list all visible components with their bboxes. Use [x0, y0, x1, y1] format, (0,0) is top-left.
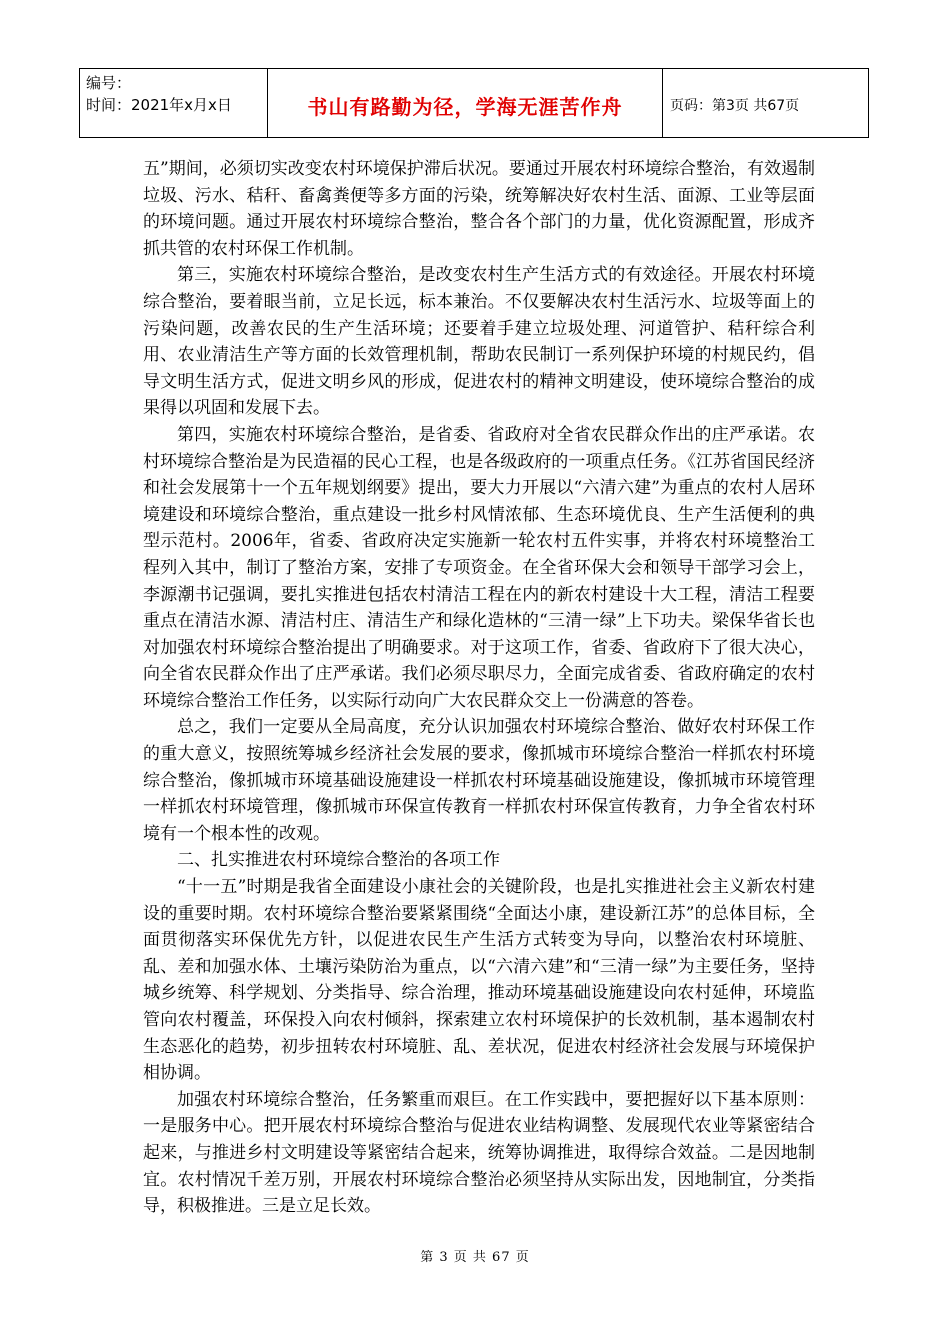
body-paragraph: “十一五”时期是我省全面建设小康社会的关键阶段，也是扎实推进社会主义新农村建设的重要时期。农村环境综合整治要紧紧围绕“全面达小康，建设新江苏”的总体目标，全面贯彻落实环保优先方针，以促进农民生产生活方式转变为导向，以整治农村环境脏、乱、差和加强水体、土壤污染防治为重点，以“六清六建”和“三清一绿”为主要任务，坚持城乡统筹、科学规划、分类指导、综合治理，推动环境基础设施建设向农村延伸，环境监管向农村覆盖，环保投入向农村倾斜，探索建立农村环境保护的长效机制，基本遏制农村生态恶化的趋势，初步扭转农村环境脏、乱、差状况，促进农村经济社会发展与环境保护相协调。	[143, 877, 815, 1084]
body-paragraph: 加强农村环境综合整治，任务繁重而艰巨。在工作实践中，要把握好以下基本原则：一是服务中心。把开展农村环境综合整治与促进农业结构调整、发展现代农业等紧密结合起来，与推进乡村文明建设等紧密结合起来，统筹协调推进，取得综合效益。二是因地制宜。农村情况千差万别，开展农村环境综合整治必须坚持从实际出发，因地制宜，分类指导，积极推进。三是立足长效。	[143, 1089, 815, 1217]
page-footer: 第 3 页 共 67 页	[420, 1250, 530, 1265]
body-paragraph: 五”期间，必须切实改变农村环境保护滞后状况。要通过开展农村环境综合整治，有效遏制垃圾、污水、秸秆、畜禽粪便等多方面的污染，统筹解决好农村生活、面源、工业等层面的环境问题。通过开展农村环境综合整治，整合各个部门的力量，优化资源配置，形成齐抓共管的农村环保工作机制。	[143, 159, 815, 259]
document-body	[143, 156, 815, 1220]
header-motto-cell	[268, 69, 663, 137]
document-header	[79, 68, 869, 138]
body-paragraph: 总之，我们一定要从全局高度，充分认识加强农村环境综合整治、做好农村环保工作的重大意义，按照统筹城乡经济社会发展的要求，像抓城市环境综合整治一样抓农村环境综合整治，像抓城市环境基础设施建设一样抓农村环境基础设施建设，像抓城市环境管理一样抓农村环境管理，像抓城市环保宣传教育一样抓农村环保宣传教育，力争全省农村环境有一个根本性的改观。	[143, 717, 815, 844]
document-number-label: 编号：	[86, 74, 132, 92]
body-paragraph: 第四，实施农村环境综合整治，是省委、省政府对全省农民群众作出的庄严承诺。农村环境综合整治是为民造福的民心工程，也是各级政府的一项重点任务。《江苏省国民经济和社会发展第十一个五年规划纲要》提出，要大力开展以“六清六建”为重点的农村人居环境建设和环境综合整治，重点建设一批乡村风情浓郁、生态环境优良、生产生活便利的典型示范村。2006年，省委、省政府决定实施新一轮农村五件实事，并将农村环境整治工程列入其中，制订了整治方案，安排了专项资金。在全省环保大会和领导干部学习会上，李源潮书记强调，要扎实推进包括农村清洁工程在内的新农村建设十大工程，清洁工程要重点在清洁水源、清洁村庄、清洁生产和绿化造林的“三清一绿”上下功夫。梁保华省长也对加强农村环境综合整治提出了明确要求。对于这项工作，省委、省政府下了很大决心，向全省农民群众作出了庄严承诺。我们必须尽职尽力，全面完成省委、省政府确定的农村环境综合整治工作任务，以实际行动向广大农民群众交上一份满意的答卷。	[143, 424, 815, 711]
section-heading: 二、扎实推进农村环境综合整治的各项工作	[177, 850, 500, 871]
body-paragraph: 第三，实施农村环境综合整治，是改变农村生产生活方式的有效途径。开展农村环境综合整治，要着眼当前，立足长远，标本兼治。不仅要解决农村生活污水、垃圾等面上的污染问题，改善农民的生产生活环境；还要着手建立垃圾处理、河道管护、秸秆综合利用、农业清洁生产等方面的长效管理机制，帮助农民制订一系列保护环境的村规民约，倡导文明生活方式，促进文明乡风的形成，促进农村的精神文明建设，使环境综合整治的成果得以巩固和发展下去。	[143, 265, 815, 419]
header-meta-cell	[80, 69, 268, 137]
header-page-info: 页码：第3页 共67页	[670, 98, 800, 114]
header-page-cell	[663, 69, 868, 137]
document-time-label: 时间：2021年x月x日	[86, 96, 232, 114]
header-motto: 书山有路勤为径，学海无涯苦作舟	[307, 95, 623, 119]
